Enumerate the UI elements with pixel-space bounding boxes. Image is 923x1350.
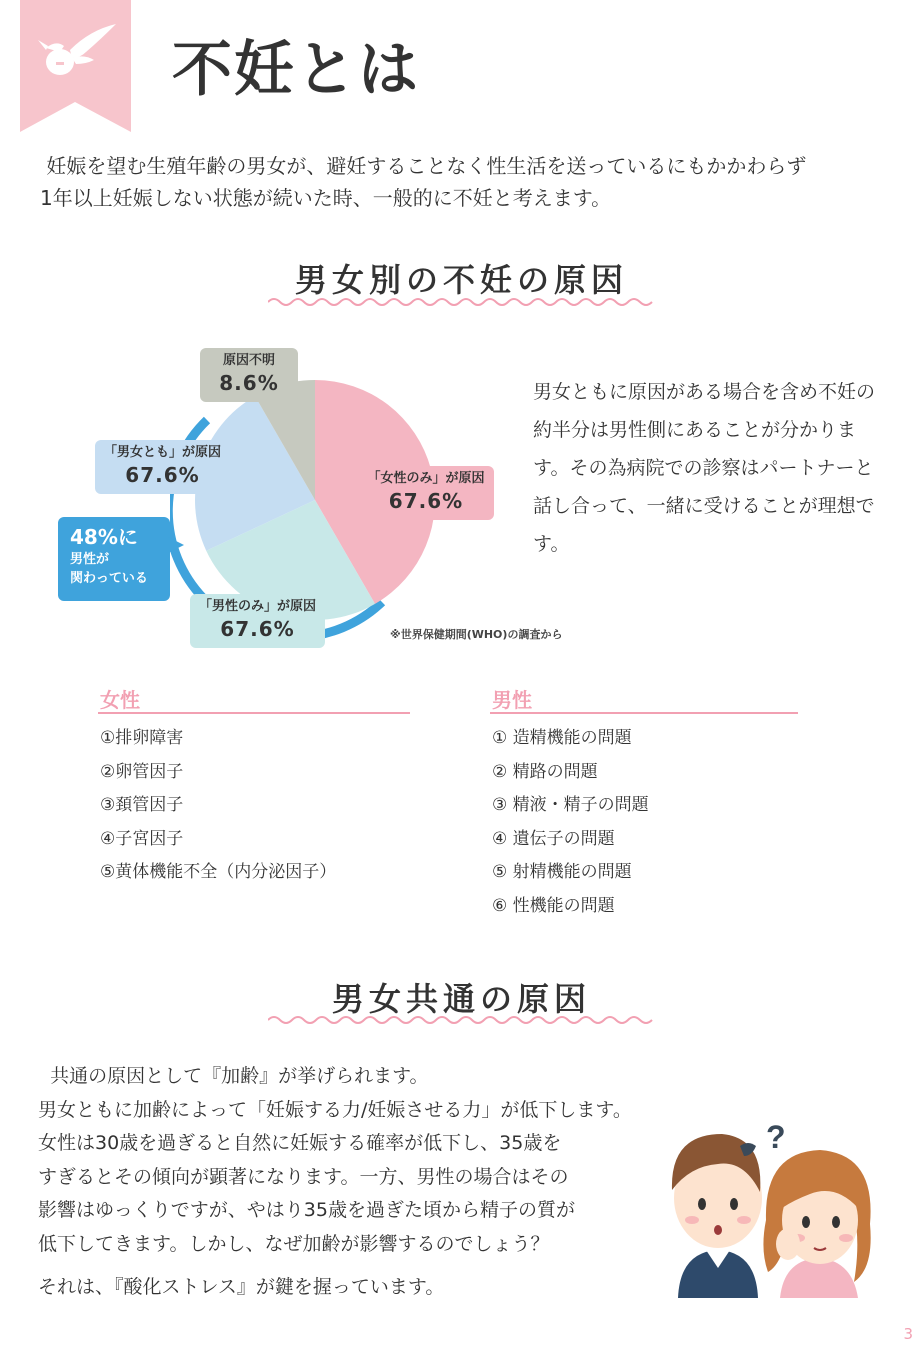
list-item: ② 精路の問題 (492, 761, 598, 782)
callout-male-value: 67.6% (220, 617, 295, 641)
list-item: ⑥ 性機能の問題 (492, 895, 615, 916)
callout-unknown-value: 8.6% (219, 371, 279, 395)
female-heading: 女性 (100, 688, 140, 712)
highlight-line2: 男性が (70, 552, 110, 567)
female-divider (98, 712, 410, 714)
source-note: ※世界保健期間(WHO)の調査から (390, 628, 563, 641)
male-divider (490, 712, 798, 714)
wave-underline (268, 1013, 656, 1027)
list-item: ⑤黄体機能不全（内分泌因子） (100, 862, 337, 882)
callout-both-label: 「男女とも」が原因 (103, 445, 221, 460)
callout-female-only (358, 466, 494, 520)
common-causes-text: 共通の原因として『加齢』が挙げられます。 男女ともに加齢によって「妊娠する力/妊娠させる力」が低下します。 女性は30歳を過ぎると自然に妊娠する確率が低下し、35歳を すぎるとその傾向が顕著になります。一方、男性の場合はその 影響はゆっくりですが、やはり35歳を過ぎた頃から精子の質が 低下してきます。しかし、なぜ加齢が影響するのでしょう？ (38, 1065, 632, 1255)
closing-text: それは、『酸化ストレス』が鍵を握っています。 (38, 1276, 445, 1298)
page-number: 3 (903, 1325, 913, 1343)
list-item: ②卵管因子 (100, 761, 184, 782)
svg-text:?: ? (766, 1119, 786, 1155)
section-title-causes-by-gender: 男女別の不妊の原因 (294, 261, 628, 299)
callout-male-only (190, 594, 325, 648)
wave-underline (268, 295, 656, 309)
side-explanation: 男女ともに原因がある場合を含め不妊の約半分は男性側にあることが分かります。その為病院での診察はパートナーと話し合って、一緒に受けることが理想です。 (533, 381, 876, 555)
page-title: 不妊とは (172, 35, 420, 105)
highlight-line3: 関わっている (70, 571, 148, 586)
female-causes-list (100, 722, 336, 890)
callout-female-value: 67.6% (388, 489, 464, 513)
couple-illustration (640, 1112, 885, 1298)
callout-unknown-label: 原因不明 (222, 353, 275, 368)
highlight-callout (70, 524, 148, 588)
callout-female-label: 「女性のみ」が原因 (367, 471, 485, 486)
callout-both-value: 67.6% (125, 463, 200, 487)
list-item: ① 造精機能の問題 (492, 728, 632, 748)
list-item: ①排卵障害 (100, 728, 184, 748)
callout-unknown (200, 348, 298, 402)
list-item: ⑤ 射精機能の問題 (492, 862, 632, 882)
callout-both (95, 440, 230, 494)
highlight-percent: 48%に (70, 525, 138, 549)
male-causes-list (492, 722, 649, 923)
list-item: ④子宮因子 (100, 828, 184, 849)
header-ribbon (20, 0, 131, 132)
list-item: ③頚管因子 (100, 795, 184, 815)
intro-text: 妊娠を望む生殖年齢の男女が、避妊することなく性生活を送っているにもかかわらず 1年以上妊娠しない状態が続いた時、一般的に不妊と考えます。 (40, 154, 807, 210)
male-heading: 男性 (492, 688, 532, 712)
list-item: ③ 精液・精子の問題 (492, 795, 649, 815)
section-title-common-causes: 男女共通の原因 (331, 980, 591, 1018)
callout-male-label: 「男性のみ」が原因 (198, 599, 316, 614)
list-item: ④ 遺伝子の問題 (492, 828, 615, 849)
